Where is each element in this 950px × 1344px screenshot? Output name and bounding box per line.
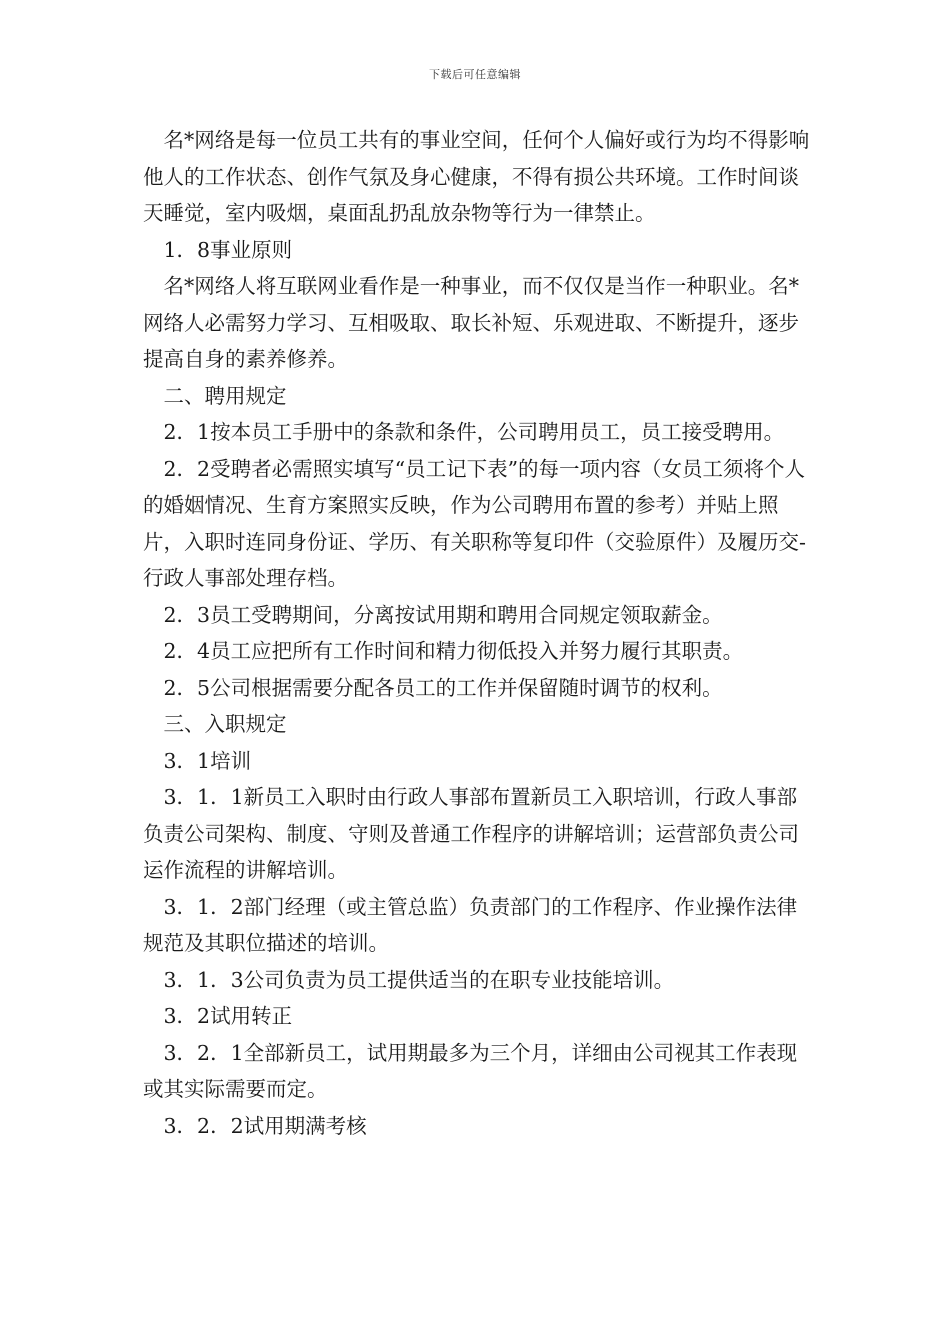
paragraph: 2．2受聘者必需照实填写“员工记下表”的每一项内容（女员工须将个人的婚姻情况、生育方案照实反映，作为公司聘用布置的参考）并贴上照片，入职时连同身份证、学历、有关职称等复印件（交验原件）及履历交-行政人事部处理存档。 [143,456,806,590]
section-heading: 3．1培训 [143,748,252,773]
paragraph: 2．5公司根据需要分配各员工的工作并保留随时调节的权利。 [143,675,723,700]
paragraph: 名*网络是每一位员工共有的事业空间，任何个人偏好或行为均不得影响他人的工作状态、创作气氛及身心健康，不得有损公共环境。工作时间谈天睡觉，室内吸烟，桌面乱扔乱放杂物等行为一律禁止。 [143,128,810,225]
paragraph: 3．2．2试用期满考核 [143,1113,367,1138]
section-heading: 1．8事业原则 [143,237,293,262]
page-header: 下载后可任意编辑 [429,68,521,81]
paragraph: 3．1．3公司负责为员工提供适当的在职专业技能培训。 [143,967,675,992]
section-heading: 3．2试用转正 [143,1004,293,1028]
paragraph: 名*网络人将互联网业看作是一种事业，而不仅仅是当作一种职业。名*网络人必需努力学习、互相吸取、取长补短、乐观进取、不断提升，逐步提高自身的素养修养。 [143,274,799,371]
section-heading: 二、聘用规定 [143,383,287,408]
paragraph: 3．1．1新员工入职时由行政人事部布置新员工入职培训，行政人事部负责公司架构、制度、守则及普通工作程序的讲解培训；运营部负责公司运作流程的讲解培训。 [143,785,799,882]
document-body [143,122,811,1144]
paragraph: 2．3员工受聘期间，分离按试用期和聘用合同规定领取薪金。 [143,602,723,627]
paragraph: 2．1按本员工手册中的条款和条件，公司聘用员工，员工接受聘用。 [143,420,785,444]
paragraph: 3．1．2部门经理（或主管总监）负责部门的工作程序、作业操作法律规范及其职位描述的培训。 [143,894,798,955]
paragraph: 3．2．1全部新员工，试用期最多为三个月，详细由公司视其工作表现或其实际需要而定。 [143,1040,798,1101]
section-heading: 三、入职规定 [143,712,287,736]
paragraph: 2．4员工应把所有工作时间和精力彻低投入并努力履行其职责。 [143,639,744,663]
